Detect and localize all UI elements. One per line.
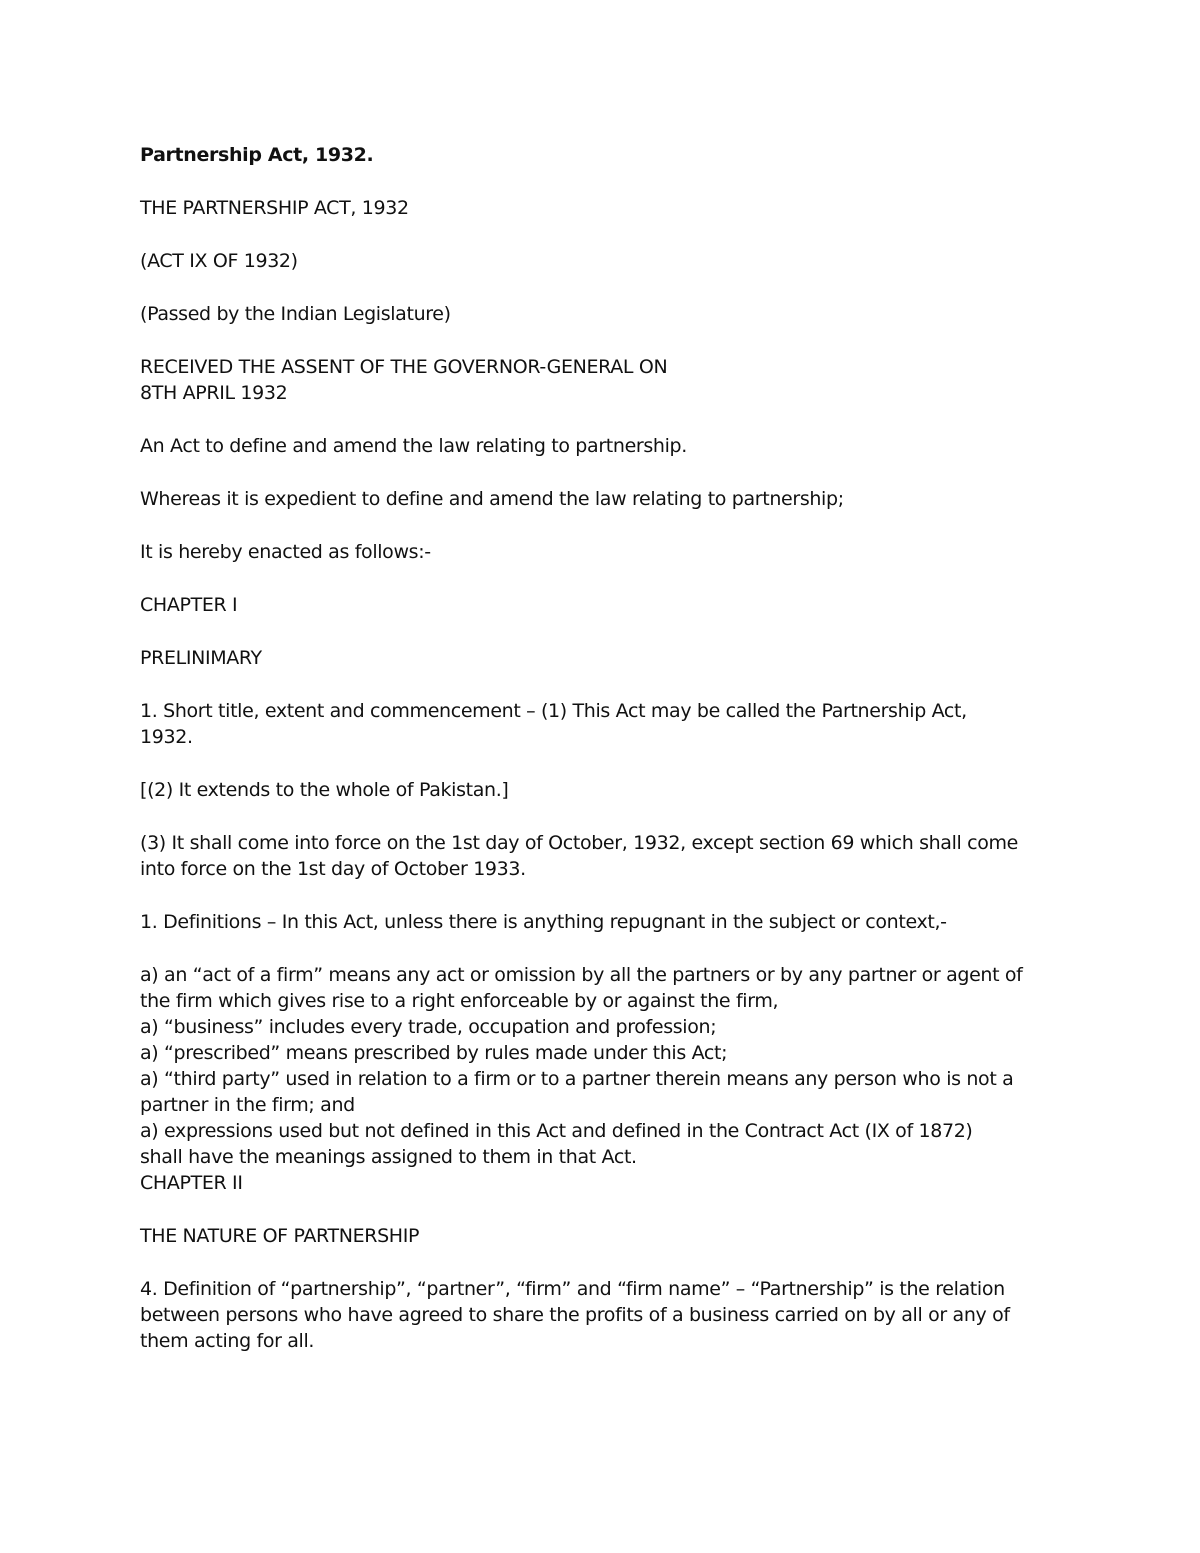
section-4-line-3: them acting for all. <box>140 1330 315 1352</box>
passed-by: (Passed by the Indian Legislature) <box>140 303 451 325</box>
document-title: Partnership Act, 1932. <box>140 144 374 166</box>
document-page <box>140 142 1070 1381</box>
definition-third-party-line-2: partner in the firm; and <box>140 1094 355 1116</box>
section-4-line-2: between persons who have agreed to share the profits of a business carried on by all or any of <box>140 1304 1010 1326</box>
definition-act-of-firm-line-1: a) an “act of a firm” means any act or omission by all the partners or by any partner or agent of <box>140 964 1023 986</box>
subsection-3-line-2: into force on the 1st day of October 1933. <box>140 858 526 880</box>
chapter-1-title: PRELINIMARY <box>140 647 262 669</box>
section-1 <box>140 698 1070 750</box>
section-2-intro: 1. Definitions – In this Act, unless there is anything repugnant in the subject or context,- <box>140 911 947 933</box>
act-heading: THE PARTNERSHIP ACT, 1932 <box>140 197 409 219</box>
section-4-line-1: 4. Definition of “partnership”, “partner”, “firm” and “firm name” – “Partnership” is the relation <box>140 1278 1005 1300</box>
chapter-1-heading: CHAPTER I <box>140 594 238 616</box>
definition-business: a) “business” includes every trade, occupation and profession; <box>140 1016 717 1038</box>
assent-block <box>140 354 1070 406</box>
section-1-line-1: 1. Short title, extent and commencement – (1) This Act may be called the Partnership Act, <box>140 700 967 722</box>
chapter-2-heading: CHAPTER II <box>140 1172 243 1194</box>
section-4 <box>140 1276 1070 1354</box>
section-1-subsection-2: [(2) It extends to the whole of Pakistan.] <box>140 779 509 801</box>
definition-expressions-line-2: shall have the meanings assigned to them in that Act. <box>140 1146 637 1168</box>
definition-prescribed: a) “prescribed” means prescribed by rules made under this Act; <box>140 1042 728 1064</box>
subsection-3-line-1: (3) It shall come into force on the 1st day of October, 1932, except section 69 which shall come <box>140 832 1019 854</box>
definition-expressions-line-1: a) expressions used but not defined in this Act and defined in the Contract Act (IX of 1872) <box>140 1120 973 1142</box>
definition-third-party-line-1: a) “third party” used in relation to a firm or to a partner therein means any person who is not a <box>140 1068 1014 1090</box>
long-title: An Act to define and amend the law relating to partnership. <box>140 435 687 457</box>
assent-line-1: RECEIVED THE ASSENT OF THE GOVERNOR-GENERAL ON <box>140 356 668 378</box>
definitions-list <box>140 962 1070 1170</box>
assent-line-2: 8TH APRIL 1932 <box>140 382 288 404</box>
chapter-2-title: THE NATURE OF PARTNERSHIP <box>140 1225 420 1247</box>
preamble: Whereas it is expedient to define and amend the law relating to partnership; <box>140 488 844 510</box>
enactment-clause: It is hereby enacted as follows:- <box>140 541 431 563</box>
section-1-subsection-3 <box>140 830 1070 882</box>
definition-act-of-firm-line-2: the firm which gives rise to a right enforceable by or against the firm, <box>140 990 779 1012</box>
section-1-line-2: 1932. <box>140 726 193 748</box>
act-number: (ACT IX OF 1932) <box>140 250 298 272</box>
